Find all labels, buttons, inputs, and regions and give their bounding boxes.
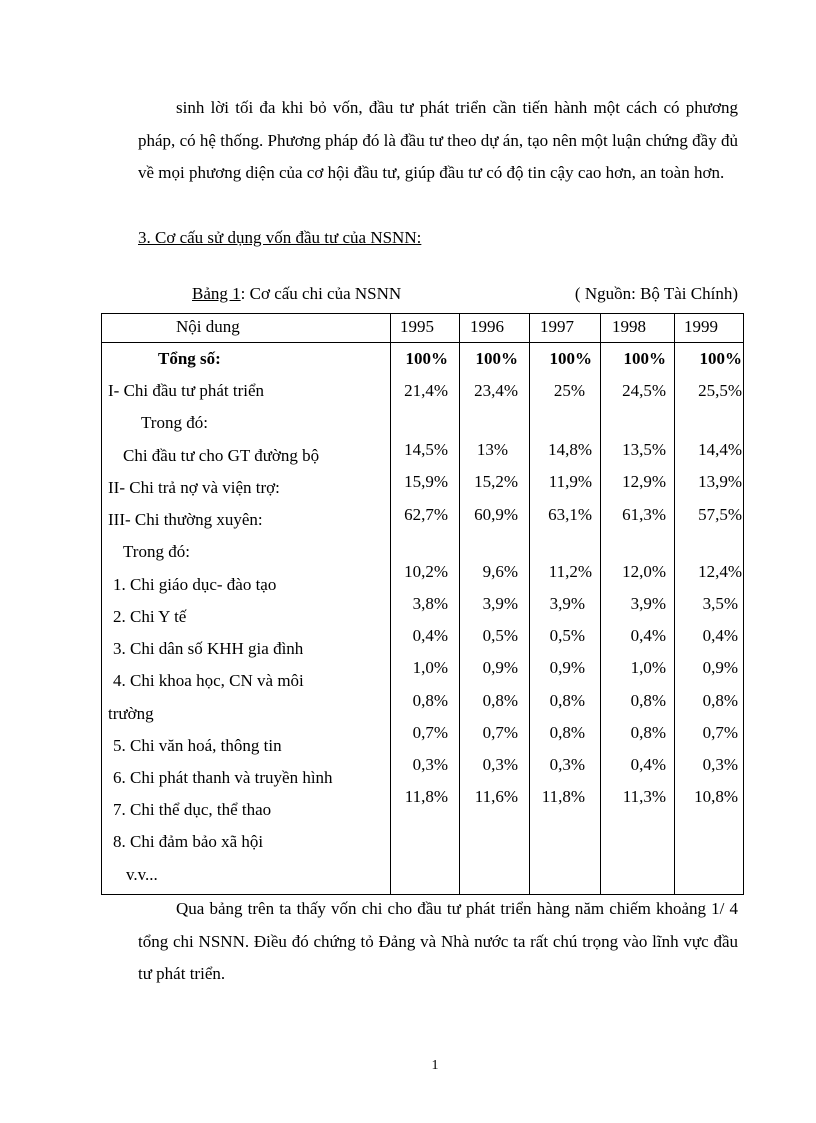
sub-value: 0,8% bbox=[549, 691, 585, 710]
row-value: 63,1% bbox=[548, 505, 592, 524]
sub-value: 0,7% bbox=[412, 723, 448, 742]
row-label: 6. Chi phát thanh và truyền hình bbox=[113, 768, 333, 787]
sub-value: 1,0% bbox=[412, 658, 448, 677]
table-header-year: 1997 bbox=[540, 317, 574, 336]
sub-value: 0,4% bbox=[412, 626, 448, 645]
sub-value: 0,8% bbox=[702, 691, 738, 710]
sub-value: 11,8% bbox=[541, 787, 585, 806]
sub-value: 10,8% bbox=[694, 787, 738, 806]
sub-value: 0,3% bbox=[412, 755, 448, 774]
sub-value: 3,5% bbox=[702, 594, 738, 613]
table-caption bbox=[192, 280, 738, 308]
sub-value: 0,8% bbox=[482, 691, 518, 710]
row-label: 8. Chi đảm bảo xã hội bbox=[113, 832, 264, 851]
sub-value: 12,4% bbox=[698, 562, 742, 581]
row-label: trường bbox=[108, 704, 154, 723]
row-label: 1. Chi giáo dục- đào tạo bbox=[113, 575, 277, 594]
row-label: 7. Chi thể dục, thể thao bbox=[113, 800, 272, 819]
sub-value: 3,9% bbox=[630, 594, 666, 613]
sub-value: 0,7% bbox=[482, 723, 518, 742]
row-value: 24,5% bbox=[622, 381, 666, 400]
row-label: 4. Chi khoa học, CN và môi bbox=[113, 671, 304, 690]
row-value: 61,3% bbox=[622, 505, 666, 524]
row-label: Trong đó: bbox=[123, 542, 190, 561]
table-header-year: 1999 bbox=[684, 317, 718, 336]
sub-value: 0,7% bbox=[702, 723, 738, 742]
row-value: 12,9% bbox=[622, 472, 666, 491]
sub-value: 0,4% bbox=[630, 755, 666, 774]
row-label: I- Chi đầu tư phát triển bbox=[108, 381, 265, 400]
sub-value: 0,3% bbox=[482, 755, 518, 774]
row-value: 14,8% bbox=[548, 440, 592, 459]
table-header-year: 1998 bbox=[612, 317, 646, 336]
row-value: 57,5% bbox=[698, 505, 742, 524]
row-value: 23,4% bbox=[474, 381, 518, 400]
sub-value: 0,8% bbox=[549, 723, 585, 742]
sub-value: 3,9% bbox=[549, 594, 585, 613]
sub-value: 0,3% bbox=[549, 755, 585, 774]
row-value: 15,2% bbox=[474, 472, 518, 491]
sub-value: 12,0% bbox=[622, 562, 666, 581]
row-label: 2. Chi Y tế bbox=[113, 607, 187, 626]
row-label: v.v... bbox=[126, 865, 158, 884]
row-value: 14,4% bbox=[698, 440, 742, 459]
sub-value: 9,6% bbox=[482, 562, 518, 581]
sub-value: 0,3% bbox=[702, 755, 738, 774]
total-value: 100% bbox=[699, 349, 742, 368]
row-value: 62,7% bbox=[404, 505, 448, 524]
table-caption-label: Bảng 1 bbox=[192, 284, 241, 303]
sub-value: 3,8% bbox=[412, 594, 448, 613]
table-header-year: 1995 bbox=[400, 317, 434, 336]
total-value: 100% bbox=[623, 349, 666, 368]
table-header-year: 1996 bbox=[470, 317, 504, 336]
total-row-label: Tổng số: bbox=[158, 349, 221, 368]
table-source: ( Nguồn: Bộ Tài Chính) bbox=[574, 284, 738, 303]
sub-value: 0,8% bbox=[630, 691, 666, 710]
row-label: II- Chi trả nợ và viện trợ: bbox=[108, 478, 280, 497]
total-value: 100% bbox=[405, 349, 448, 368]
row-value: 15,9% bbox=[404, 472, 448, 491]
sub-value: 0,4% bbox=[702, 626, 738, 645]
row-value: 25% bbox=[553, 381, 585, 400]
row-value: 60,9% bbox=[474, 505, 518, 524]
table-header-content: Nội dung bbox=[176, 317, 240, 336]
sub-value: 0,9% bbox=[702, 658, 738, 677]
sub-value: 0,5% bbox=[482, 626, 518, 645]
sub-value: 1,0% bbox=[630, 658, 666, 677]
table-header-divider bbox=[101, 342, 744, 343]
row-value: 13% bbox=[476, 440, 508, 459]
sub-value: 0,9% bbox=[549, 658, 585, 677]
row-value: 14,5% bbox=[404, 440, 448, 459]
row-label: Chi đầu tư cho GT đường bộ bbox=[123, 446, 320, 465]
row-value: 21,4% bbox=[404, 381, 448, 400]
conclusion-paragraph: Qua bảng trên ta thấy vốn chi cho đầu tư phát triển hàng năm chiếm khoảng 1/ 4 tổng chi NSNN. Điều đó chứng tỏ Đảng và Nhà nước ta rất chú trọng vào lĩnh vực đầu tư phát triển. bbox=[138, 899, 738, 983]
sub-value: 3,9% bbox=[482, 594, 518, 613]
intro-paragraph: sinh lời tối đa khi bỏ vốn, đầu tư phát triển cần tiến hành một cách có phương pháp, có hệ thống. Phương pháp đó là đầu tư theo dự án, tạo nên một luận chứng đầy đủ về mọi phương diện của cơ hội đầu tư, giúp đầu tư có độ tin cậy cao hơn, an toàn hơn. bbox=[138, 98, 738, 182]
row-value: 11,9% bbox=[548, 472, 592, 491]
sub-value: 0,8% bbox=[412, 691, 448, 710]
row-label: III- Chi thường xuyên: bbox=[108, 510, 263, 529]
sub-value: 0,9% bbox=[482, 658, 518, 677]
sub-value: 11,3% bbox=[622, 787, 666, 806]
sub-value: 11,6% bbox=[474, 787, 518, 806]
total-value: 100% bbox=[549, 349, 592, 368]
sub-value: 11,2% bbox=[548, 562, 592, 581]
table-caption-title: : Cơ cấu chi của NSNN bbox=[240, 284, 402, 303]
total-value: 100% bbox=[475, 349, 518, 368]
row-label: 3. Chi dân số KHH gia đình bbox=[113, 639, 304, 658]
row-value: 13,5% bbox=[622, 440, 666, 459]
row-label: 5. Chi văn hoá, thông tin bbox=[113, 736, 282, 755]
row-value: 13,9% bbox=[698, 472, 742, 491]
sub-value: 11,8% bbox=[404, 787, 448, 806]
row-label: Trong đó: bbox=[141, 413, 208, 432]
row-value: 25,5% bbox=[698, 381, 742, 400]
page-number: 1 bbox=[431, 1058, 439, 1073]
sub-value: 0,5% bbox=[549, 626, 585, 645]
sub-value: 10,2% bbox=[404, 562, 448, 581]
sub-value: 0,4% bbox=[630, 626, 666, 645]
sub-value: 0,8% bbox=[630, 723, 666, 742]
section-heading: 3. Cơ cấu sử dụng vốn đầu tư của NSNN: bbox=[138, 228, 422, 247]
